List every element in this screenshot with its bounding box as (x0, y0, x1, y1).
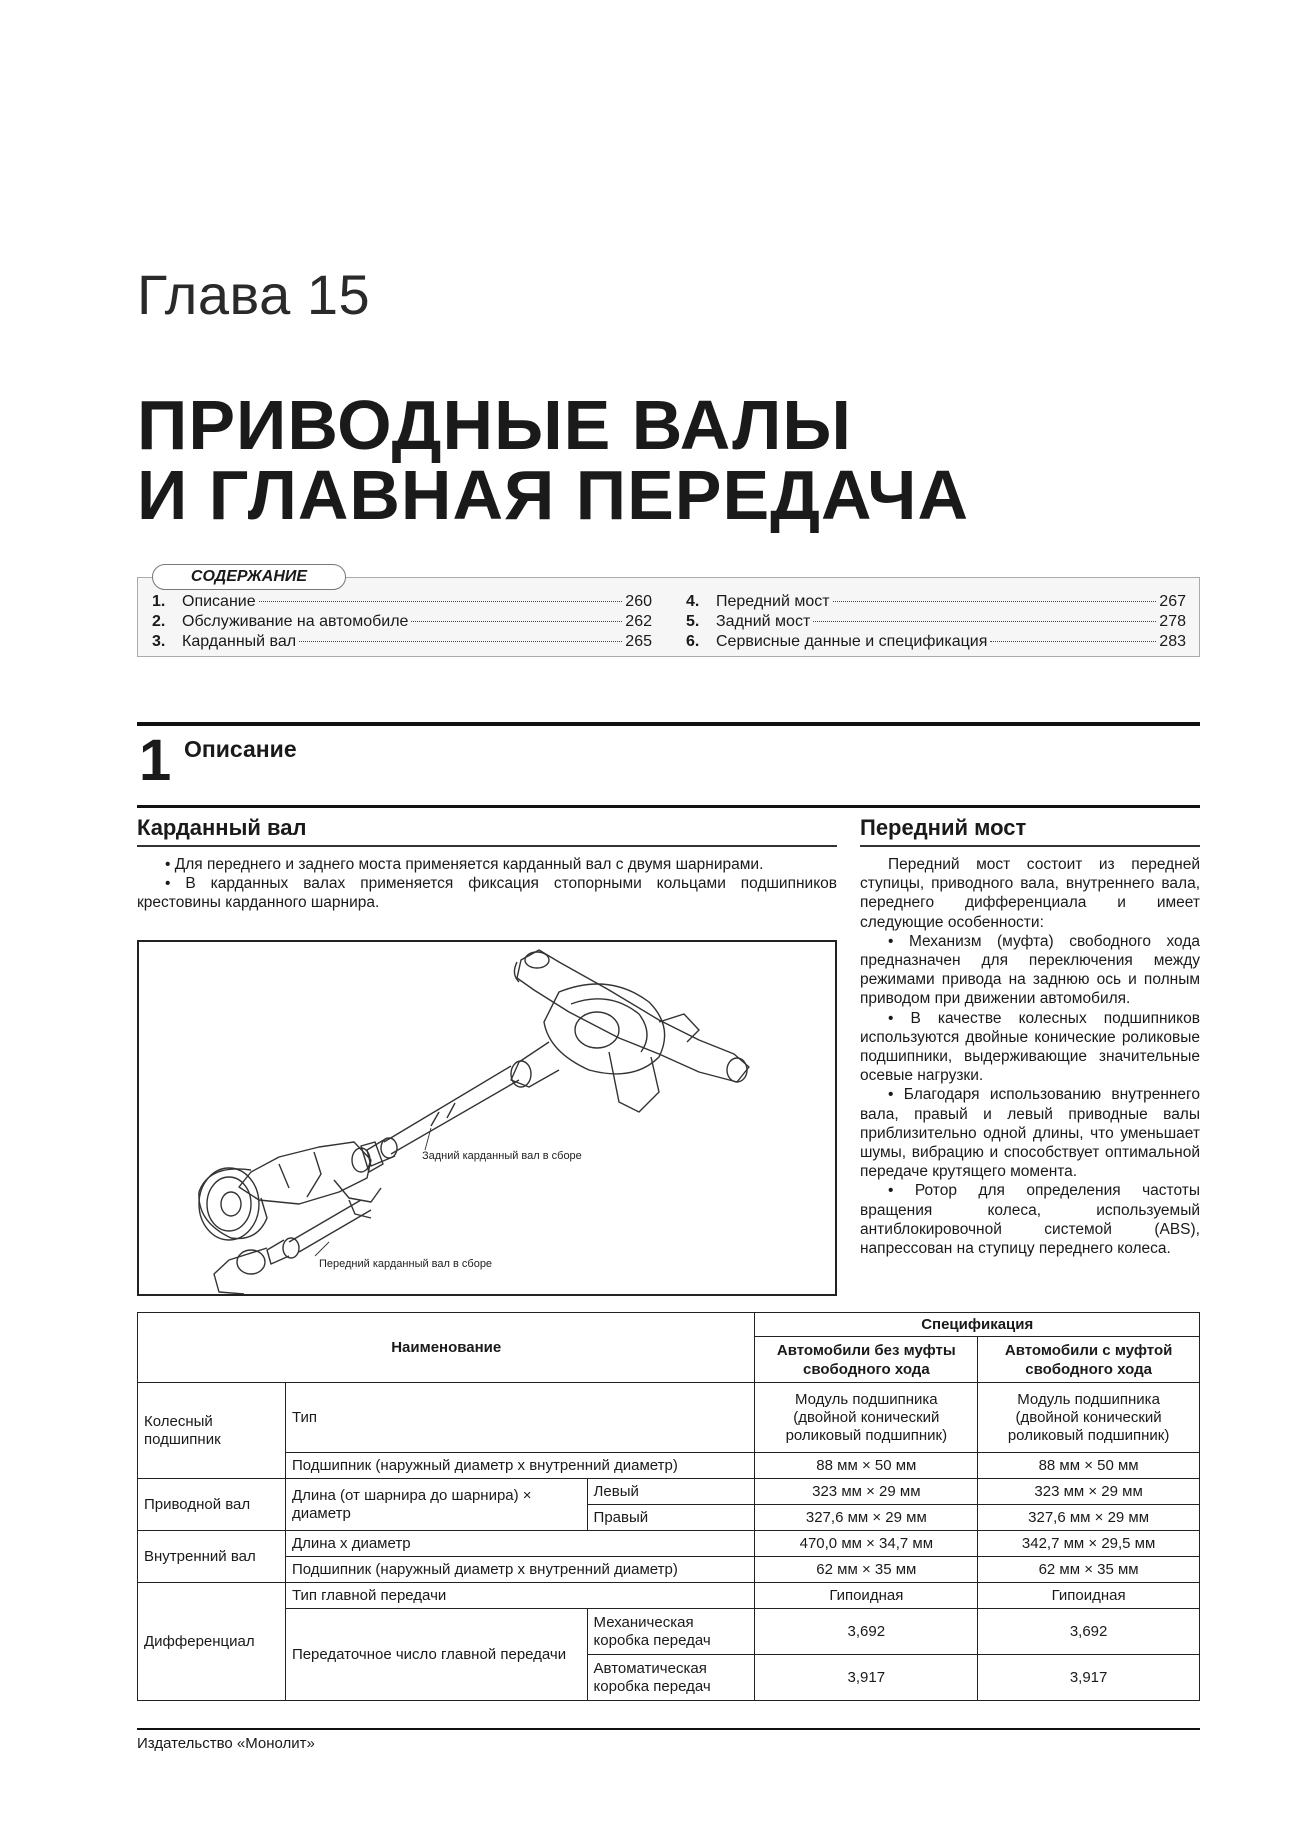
contents-item-label: Карданный вал (182, 633, 297, 650)
table-cell: Тип главной передачи (285, 1583, 755, 1609)
specification-table (137, 1312, 1200, 1701)
table-cell: Автоматическая коробка передач (587, 1655, 755, 1701)
rear-shaft-callout: Задний карданный вал в сборе (422, 1150, 582, 1162)
right-column-text (860, 855, 1200, 1258)
contents-leader-dots (411, 621, 622, 622)
contents-item-page: 267 (1159, 593, 1186, 610)
table-cell: 342,7 мм × 29,5 мм (978, 1531, 1200, 1557)
table-cell: 3,917 (755, 1655, 978, 1701)
table-cell: Колесный подшипник (138, 1383, 286, 1479)
paragraph: • Механизм (муфта) свободного хода предназначен для переключения между режимами привода на заднюю ось и полным приводом при движении автомобиля. (860, 932, 1200, 1008)
chapter-label: Глава 15 (137, 263, 371, 326)
contents-leader-dots (259, 601, 623, 602)
table-row (138, 1583, 1200, 1609)
table-row (138, 1453, 1200, 1479)
left-column-text (137, 855, 837, 913)
left-heading-rule (137, 845, 837, 847)
driveshaft-drawing (139, 942, 837, 1296)
contents-item-label: Сервисные данные и спецификация (716, 633, 988, 650)
table-cell: 3,692 (978, 1609, 1200, 1655)
table-row (138, 1531, 1200, 1557)
table-cell: 323 мм × 29 мм (755, 1479, 978, 1505)
contents-label: СОДЕРЖАНИЕ (152, 564, 346, 590)
contents-item-number: 4. (686, 593, 700, 610)
contents-leader-dots (813, 621, 1156, 622)
table-row (138, 1479, 1200, 1505)
table-cell: Механическая коробка передач (587, 1609, 755, 1655)
contents-item-page: 262 (625, 613, 652, 630)
table-cell: 323 мм × 29 мм (978, 1479, 1200, 1505)
contents-item[interactable] (152, 592, 652, 612)
left-column-heading: Карданный вал (137, 815, 307, 840)
table-cell: Гипоидная (978, 1583, 1200, 1609)
driveshaft-illustration (137, 940, 837, 1296)
contents-leader-dots (833, 601, 1157, 602)
contents-item-number: 1. (152, 593, 166, 610)
table-header-without-clutch: Автомобили без муфты свободного хода (755, 1337, 978, 1383)
front-shaft-callout: Передний карданный вал в сборе (319, 1258, 493, 1270)
paragraph: Передний мост состоит из передней ступицы, приводного вала, внутреннего вала, переднего дифференциала и имеет следующие особенности: (860, 856, 1200, 931)
paragraph: • В карданных валах применяется фиксация стопорными кольцами подшипников крестовины карданного шарнира. (137, 875, 837, 912)
table-cell: 327,6 мм × 29 мм (755, 1505, 978, 1531)
footer-rule (137, 1728, 1200, 1730)
table-cell: 62 мм × 35 мм (978, 1557, 1200, 1583)
table-cell: 327,6 мм × 29 мм (978, 1505, 1200, 1531)
contents-item-label: Передний мост (716, 593, 830, 610)
table-cell: Правый (587, 1505, 755, 1531)
contents-item-page: 283 (1159, 633, 1186, 650)
table-row (138, 1383, 1200, 1453)
contents-item-number: 5. (686, 613, 700, 630)
table-cell: 62 мм × 35 мм (755, 1557, 978, 1583)
table-cell: 88 мм × 50 мм (978, 1453, 1200, 1479)
table-cell: Длина (от шарнира до шарнира) × диаметр (285, 1479, 587, 1531)
contents-item[interactable] (686, 592, 1186, 612)
paragraph: • В качестве колесных подшипников используются двойные конические роликовые подшипники, выдерживающие значительные осевые нагрузки. (860, 1009, 1200, 1085)
table-cell: Левый (587, 1479, 755, 1505)
right-heading-rule (860, 845, 1200, 847)
section-title: Описание (184, 736, 297, 762)
section-top-rule (137, 722, 1200, 726)
chapter-title-line-1: ПРИВОДНЫЕ ВАЛЫ (137, 386, 852, 464)
right-column-heading: Передний мост (860, 815, 1027, 840)
paragraph: • Для переднего и заднего моста применяется карданный вал с двумя шарнирами. (165, 856, 764, 873)
table-cell: Передаточное число главной передачи (285, 1609, 587, 1701)
paragraph: • Благодаря использованию внутреннего вала, правый и левый приводные валы приблизительно одной длины, что уменьшает шумы, вибрацию и способствует оптимальной передаче крутящего момента. (860, 1086, 1200, 1181)
table-cell: Подшипник (наружный диаметр х внутренний диаметр) (285, 1557, 755, 1583)
table-cell: Дифференциал (138, 1583, 286, 1701)
table-cell: Длина х диаметр (285, 1531, 755, 1557)
contents-leader-dots (299, 641, 622, 642)
table-cell: 3,692 (755, 1609, 978, 1655)
contents-item-number: 3. (152, 633, 166, 650)
contents-item[interactable] (686, 612, 1186, 632)
section-bottom-rule (137, 805, 1200, 808)
section-number: 1 (139, 728, 172, 793)
contents-column-right (686, 592, 1186, 652)
table-cell: Модуль подшипника (двойной конический роликовый подшипник) (978, 1383, 1200, 1453)
table-cell: Приводной вал (138, 1479, 286, 1531)
table-cell: 3,917 (978, 1655, 1200, 1701)
table-row (138, 1609, 1200, 1655)
table-header-with-clutch: Автомобили с муфтой свободного хода (978, 1337, 1200, 1383)
contents-item[interactable] (152, 632, 652, 652)
table-cell: 470,0 мм × 34,7 мм (755, 1531, 978, 1557)
contents-item-label: Обслуживание на автомобиле (182, 613, 409, 630)
contents-item[interactable] (686, 632, 1186, 652)
table-cell: Внутренний вал (138, 1531, 286, 1583)
table-header-name: Наименование (138, 1313, 755, 1383)
contents-item-page: 260 (625, 593, 652, 610)
chapter-title (137, 386, 969, 534)
table-header-spec: Спецификация (755, 1313, 1200, 1337)
table-cell: Гипоидная (755, 1583, 978, 1609)
contents-box (137, 568, 1200, 657)
contents-item-number: 2. (152, 613, 166, 630)
contents-item-page: 278 (1159, 613, 1186, 630)
contents-item-label: Описание (182, 593, 256, 610)
table-row (138, 1557, 1200, 1583)
table-cell: Модуль подшипника (двойной конический роликовый подшипник) (755, 1383, 978, 1453)
contents-leader-dots (990, 641, 1156, 642)
publisher-footer: Издательство «Монолит» (137, 1735, 315, 1752)
contents-column-left (152, 592, 652, 652)
table-cell: Подшипник (наружный диаметр х внутренний диаметр) (285, 1453, 755, 1479)
contents-item-label: Задний мост (716, 613, 811, 630)
table-cell: 88 мм × 50 мм (755, 1453, 978, 1479)
table-row (138, 1313, 1200, 1337)
contents-item-page: 265 (625, 633, 652, 650)
contents-item-number: 6. (686, 633, 700, 650)
contents-item[interactable] (152, 612, 652, 632)
chapter-title-line-2: И ГЛАВНАЯ ПЕРЕДАЧА (137, 456, 969, 534)
table-cell: Тип (285, 1383, 755, 1453)
paragraph: • Ротор для определения частоты вращения колеса, используемый антиблокировочной системой (ABS), напрессован на ступицу переднего колеса. (860, 1182, 1200, 1258)
